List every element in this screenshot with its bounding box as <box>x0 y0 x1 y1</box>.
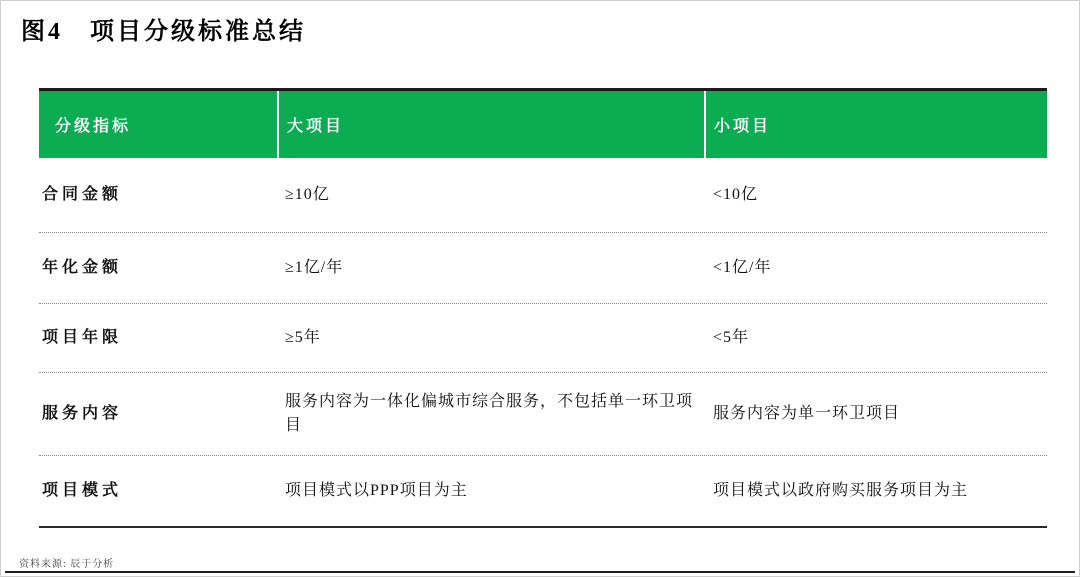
table-row <box>39 304 1047 373</box>
table-header-row <box>39 88 1047 158</box>
figure-title: 图4 项目分级标准总结 <box>21 19 306 45</box>
table-row <box>39 373 1047 456</box>
header-cell-indicator: 分级指标 <box>39 91 279 158</box>
table-row <box>39 233 1047 304</box>
large-project-cell: ≥10亿 <box>285 186 330 203</box>
bottom-rule <box>5 571 1075 573</box>
large-project-cell: ≥1亿/年 <box>285 259 344 276</box>
indicator-cell: 服务内容 <box>42 405 123 422</box>
indicator-cell: 合同金额 <box>42 186 123 203</box>
small-project-cell: <10亿 <box>713 186 759 203</box>
table-row <box>39 456 1047 528</box>
small-project-cell: <5年 <box>713 329 750 346</box>
large-project-cell: 服务内容为一体化偏城市综合服务，不包括单一环卫项目 <box>285 393 694 434</box>
header-cell-small-project: 小项目 <box>714 118 772 135</box>
indicator-cell: 项目模式 <box>42 482 123 499</box>
indicator-cell: 年化金额 <box>42 259 123 276</box>
small-project-cell: <1亿/年 <box>713 259 772 276</box>
classification-table <box>39 88 1047 528</box>
large-project-cell: ≥5年 <box>285 329 321 346</box>
small-project-cell: 项目模式以政府购买服务项目为主 <box>713 482 969 499</box>
small-project-cell: 服务内容为单一环卫项目 <box>713 405 901 422</box>
header-cell-large-project: 大项目 <box>279 91 706 158</box>
table-row <box>39 158 1047 233</box>
large-project-cell: 项目模式以PPP项目为主 <box>285 482 468 499</box>
source-note: 资料来源: 辰于分析 <box>19 559 115 570</box>
indicator-cell: 项目年限 <box>42 329 123 346</box>
